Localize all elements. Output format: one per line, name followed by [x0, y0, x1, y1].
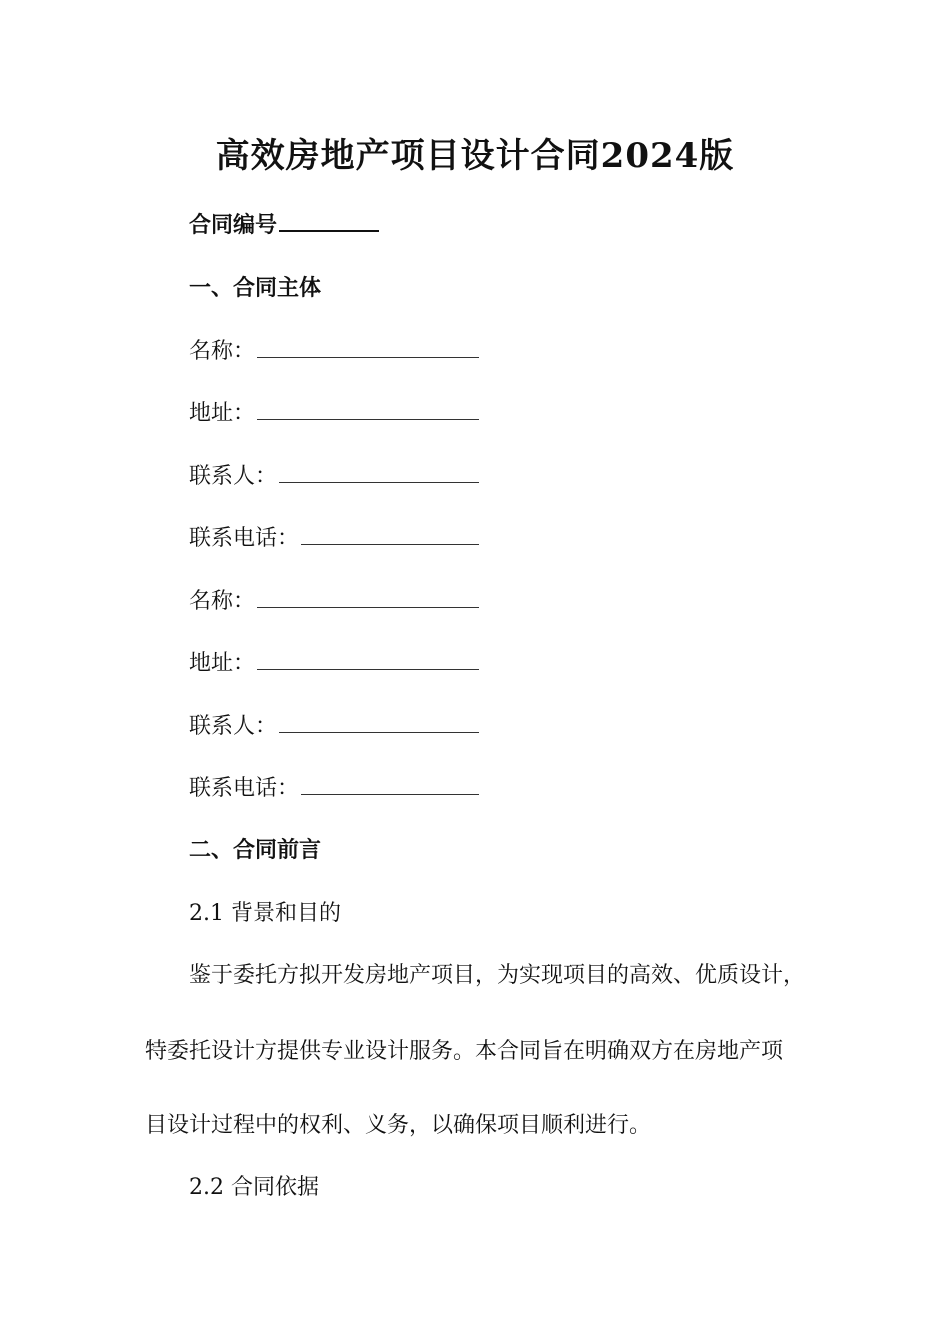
party-b-name-row [189, 584, 479, 615]
paragraph-line-3: 目设计过程中的权利、义务，以确保项目顺利进行。 [145, 1113, 652, 1138]
party-a-phone-label: 联系电话： [189, 526, 300, 551]
party-b-phone-blank[interactable] [301, 772, 479, 795]
contract-number-blank[interactable] [279, 208, 379, 232]
party-b-address-row [189, 646, 479, 677]
section-2-2-heading: 2.2 合同依据 [189, 1175, 319, 1200]
party-b-address-blank[interactable] [257, 647, 479, 670]
party-a-address-row [189, 396, 479, 427]
party-a-contact-row [189, 459, 479, 490]
party-a-contact-blank[interactable] [279, 460, 479, 483]
paragraph-line-2: 特委托设计方提供专业设计服务。本合同旨在明确双方在房地产项 [145, 1039, 784, 1064]
party-b-phone-row [189, 771, 479, 802]
section-2-heading: 二、合同前言 [189, 838, 322, 863]
contract-number-row [189, 208, 379, 239]
party-a-contact-label: 联系人： [189, 464, 278, 489]
party-b-contact-label: 联系人： [189, 714, 278, 739]
party-a-address-blank[interactable] [257, 397, 479, 420]
paragraph-line-1: 鉴于委托方拟开发房地产项目，为实现项目的高效、优质设计， [189, 963, 806, 988]
party-b-address-label: 地址： [189, 651, 256, 676]
party-b-name-label: 名称： [189, 589, 256, 614]
party-a-phone-blank[interactable] [301, 522, 479, 545]
party-a-phone-row [189, 521, 479, 552]
party-a-name-blank[interactable] [257, 335, 479, 358]
party-b-phone-label: 联系电话： [189, 776, 300, 801]
party-b-contact-row [189, 709, 479, 740]
party-b-contact-blank[interactable] [279, 710, 479, 733]
party-a-name-row [189, 334, 479, 365]
party-a-name-label: 名称： [189, 339, 256, 364]
section-1-heading: 一、合同主体 [189, 276, 322, 301]
contract-number-label: 合同编号 [189, 213, 278, 238]
party-b-name-blank[interactable] [257, 585, 479, 608]
party-a-address-label: 地址： [189, 401, 256, 426]
document-title: 高效房地产项目设计合同2024版 [215, 136, 735, 176]
section-2-1-heading: 2.1 背景和目的 [189, 901, 341, 926]
